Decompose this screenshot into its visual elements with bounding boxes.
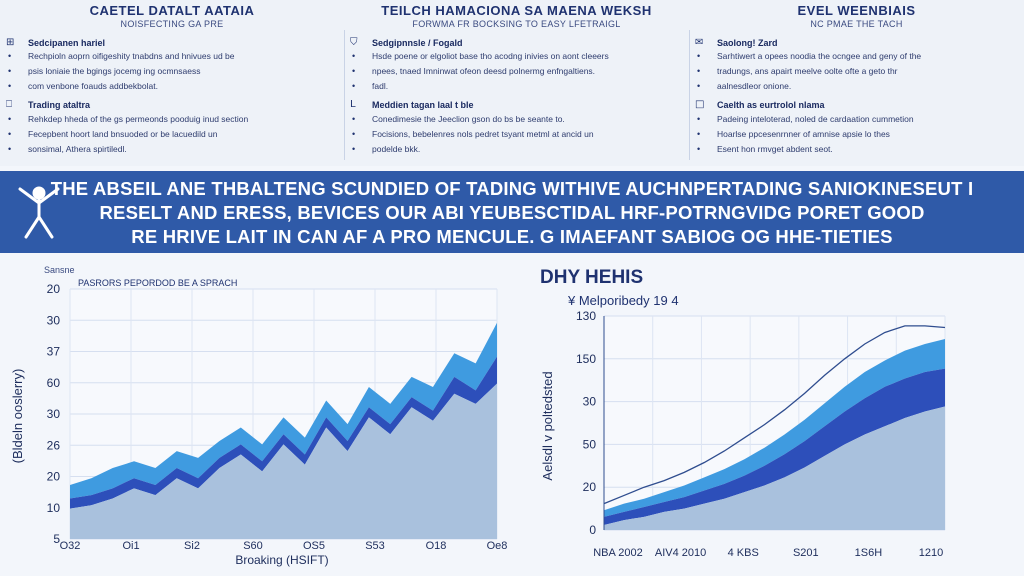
banner-line-3: RE HRIVE LAIT IN CAN AF A PRO MENCULE. G IMAEFANT SABIOG OG HHE-TIETIES: [131, 226, 893, 247]
envelope-icon: ✉: [695, 37, 704, 48]
bullet-icon: •: [352, 114, 356, 124]
bullet-icon: •: [352, 51, 356, 61]
right-chart-y-tick-label: 130: [575, 309, 596, 323]
bullet-icon: •: [697, 66, 701, 76]
info-column-2: [344, 0, 689, 166]
right-chart-x-tick-label: 1210: [918, 547, 944, 559]
item-line: com venbone foauds addbekbolat.: [28, 81, 158, 91]
item-title: Caelth as eurtrolol nlama: [717, 100, 825, 110]
info-panel: [0, 0, 1024, 166]
shield-icon: ⛉: [350, 37, 358, 48]
info-column-1: [0, 0, 344, 166]
item-line: Conedimesie the Jeeclion gson do bs be seante to.: [372, 114, 565, 124]
left-chart-x-tick-label: Oi1: [122, 540, 140, 552]
left-chart-x-tick-label: OS5: [302, 540, 326, 552]
item-line: podelde bkk.: [372, 144, 421, 154]
headline-banner: [0, 171, 1024, 253]
left-chart-x-tick-label: S60: [243, 540, 263, 552]
column-title: EVEL WEENBIAIS: [797, 3, 916, 18]
banner-line-2: RESELT AND ERESS, BEVICES OUR ABI YEUBESCTIDAL HRF-POTRNGVIDG PORET GOOD: [99, 202, 925, 223]
item-line: tradungs, ans apairt meelve oolte ofte a geto thr: [717, 66, 898, 76]
bullet-icon: •: [352, 144, 356, 154]
column-title: CAETEL DATALT AATAIA: [89, 3, 255, 18]
left-chart-y-tick-label: 20: [46, 469, 60, 484]
left-chart-x-tick-label: S53: [365, 540, 385, 552]
left-chart-y-tick-label: 26: [46, 438, 60, 453]
square-icon: □: [695, 99, 705, 110]
right-chart-y-axis-label: Aelsdl v poltedsted: [540, 371, 555, 481]
left-chart-y-tick-label: 60: [46, 375, 60, 390]
grid-icon: ⊞: [6, 37, 15, 48]
left-chart-y-tick-label: 30: [46, 407, 60, 421]
right-chart-plot: [576, 309, 945, 559]
bullet-icon: •: [352, 66, 356, 76]
bullet-icon: •: [8, 51, 12, 61]
right-chart-y-tick-label: 30: [582, 394, 596, 409]
right-chart-y-tick-label: 50: [582, 437, 596, 452]
item-line: psis loniaie the bgings jocemg ing ocmnsaess: [28, 66, 201, 76]
left-chart-y-tick-label: 37: [46, 344, 60, 359]
item-line: Hoarlse ppcesenrnner of amnise apsie lo thes: [717, 129, 890, 139]
item-line: Rechpioln aoprn oifigeshity tnabdns and hnivues ud be: [28, 51, 235, 61]
left-chart-plot: [47, 282, 508, 552]
item-line: fadl.: [372, 81, 389, 91]
left-chart-y-tick-label: 20: [46, 282, 60, 296]
window-icon: ⎕: [6, 99, 12, 110]
item-line: Rehkdep hheda of the gs permeonds pooduig inud section: [28, 114, 249, 124]
right-chart-y-tick-label: 150: [575, 351, 596, 366]
item-line: Sarhtiwert a opees noodia the ocngee and geny of the: [717, 51, 922, 61]
corner-icon: L: [350, 99, 356, 110]
item-title: Sedcipanen hariel: [28, 38, 106, 48]
item-line: Hsde poene or elgoliot base tho acodng inivies on aont cleeers: [372, 51, 609, 61]
left-chart-y-tick-label: 30: [46, 313, 60, 328]
right-chart-x-tick-label: S201: [792, 547, 819, 559]
bullet-icon: •: [8, 144, 12, 154]
item-line: Padeing inteloterad, noled de cardaation cummetion: [717, 114, 914, 124]
item-line: aalnesdleor onione.: [717, 81, 792, 91]
left-chart-x-tick-label: O32: [59, 540, 81, 552]
item-title: Trading ataltra: [28, 100, 91, 110]
info-column-3: [689, 0, 1024, 166]
left-chart-x-tick-label: O18: [425, 540, 447, 552]
left-chart-y-tick-label: 10: [46, 500, 60, 515]
bullet-icon: •: [8, 114, 12, 124]
item-title: Meddien tagan laal t ble: [372, 100, 474, 110]
right-chart-subtitle: ¥ Melporibedy 19 4: [568, 293, 679, 308]
left-chart-y-axis-label: (Bldeln ooslerry): [10, 368, 25, 464]
item-line: Focisions, bebelenres nols pedret tsyant metml at ancid un: [372, 129, 594, 139]
bullet-icon: •: [8, 66, 12, 76]
item-line: sonsimal, Athera spirtiledl.: [28, 144, 127, 154]
column-title: TEILCH HAMACIONA SA MAENA WEKSH: [381, 3, 652, 18]
charts-area: [0, 256, 1024, 576]
right-chart-x-tick-label: 1S6H: [854, 547, 883, 559]
item-line: Fecepbent hoort land bnsuoded or be lacuedild un: [28, 129, 218, 139]
bullet-icon: •: [697, 114, 701, 124]
bullet-icon: •: [697, 51, 701, 61]
column-subtitle: NOISFECTING GA PRE: [120, 19, 224, 29]
bullet-icon: •: [697, 129, 701, 139]
left-chart-legend-line: PASRORS PEPORDOD BE A SPRACH: [78, 278, 238, 288]
left-chart-x-tick-label: Si2: [184, 540, 200, 552]
bullet-icon: •: [8, 81, 12, 91]
column-subtitle: FORWMA FR BOCKSING TO EASY LFETRAIGL: [412, 19, 621, 29]
right-chart-x-tick-label: AIV4 2010: [654, 547, 707, 559]
item-line: Esent hon rmvget abdent seot.: [717, 144, 833, 154]
column-subtitle: NC PMAE THE TACH: [810, 19, 903, 29]
right-chart-x-tick-label: 4 KBS: [727, 547, 759, 559]
left-chart-y-tick-label: 5: [53, 532, 60, 546]
bullet-icon: •: [697, 144, 701, 154]
bullet-icon: •: [697, 81, 701, 91]
item-title: Sedgipnnsle / Fogald: [372, 38, 463, 48]
item-line: npees, tnaed Imninwat ofeon deesd polnermg enfngaltiens.: [372, 66, 596, 76]
trader-figure-icon: [8, 181, 70, 243]
item-title: Saolong! Zard: [717, 38, 778, 48]
bullet-icon: •: [352, 81, 356, 91]
bullet-icon: •: [352, 129, 356, 139]
left-chart-corner-label: Sansne: [44, 265, 75, 275]
banner-line-1: THE ABSEIL ANE THBALTENG SCUNDIED OF TADING WITHIVE AUCHNPERTADING SANIOKINESEUT I: [50, 178, 974, 199]
bullet-icon: •: [8, 129, 12, 139]
right-chart-y-tick-label: 20: [582, 480, 596, 495]
right-chart-x-tick-label: NBA 2002: [593, 547, 643, 559]
right-chart-title: DHY HEHIS: [540, 267, 644, 288]
left-chart-x-tick-label: Oe8: [486, 540, 508, 552]
right-chart-y-tick-label: 0: [589, 523, 596, 537]
left-chart-x-axis-label: Broaking (HSIFT): [235, 553, 329, 567]
